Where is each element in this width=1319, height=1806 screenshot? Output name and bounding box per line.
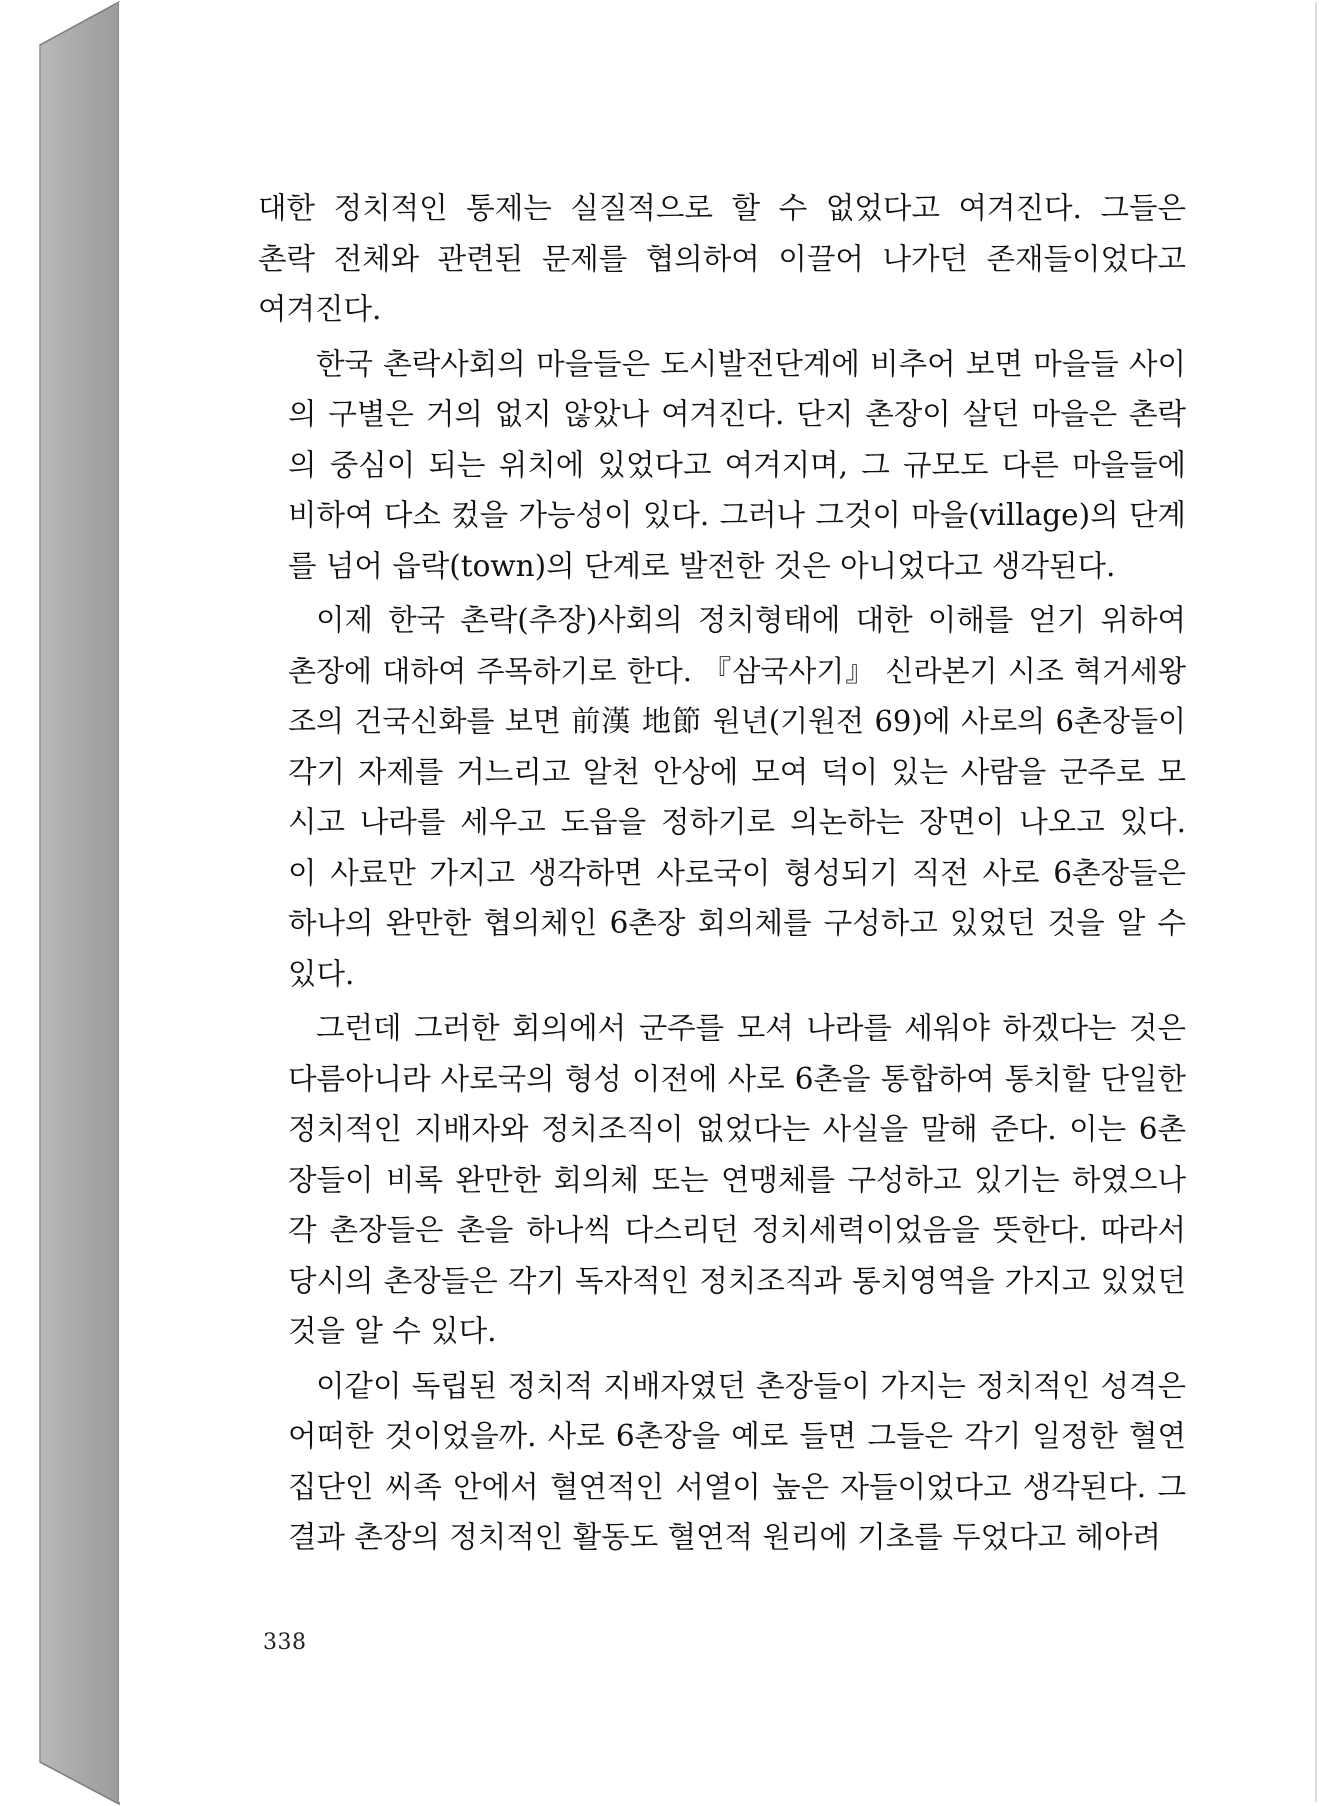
text-line: 것을 알 수 있다. [288,1314,497,1348]
text-line: 정치적인 지배자와 정치조직이 없었다는 사실을 말해 준다. 이는 6촌 [288,1112,1186,1146]
text-line: 이제 한국 촌락(추장)사회의 정치형태에 대한 이해를 얻기 위하여 [316,603,1186,637]
text-line: 촌락 전체와 관련된 문제를 협의하여 이끌어 나가던 존재들이었다고 [258,241,1186,276]
paragraph [258,183,1186,335]
paragraph [258,339,1186,592]
text-line: 그런데 그러한 회의에서 군주를 모셔 나라를 세워야 하겠다는 것은 [316,1011,1186,1045]
paragraph [258,595,1186,999]
text-line: 어떠한 것이었을까. 사로 6촌장을 예로 들면 그들은 각기 일정한 혈연 [288,1419,1186,1453]
text-line: 이같이 독립된 정치적 지배자였던 촌장들이 가지는 정치적인 성격은 [316,1368,1186,1403]
body-text [258,183,1186,1567]
text-line: 여겨진다. [258,292,382,326]
text-line: 장들이 비록 완만한 회의체 또는 연맹체를 구성하고 있기는 하였으나 [288,1162,1186,1197]
text-line: 한국 촌락사회의 마을들은 도시발전단계에 비추어 보면 마을들 사이 [316,346,1186,381]
text-line: 집단인 씨족 안에서 혈연적인 서열이 높은 자들이었다고 생각된다. 그 [288,1469,1186,1504]
text-line: 촌장에 대하여 주목하기로 한다. 『삼국사기』 신라본기 시조 혁거세왕 [288,653,1186,688]
text-line: 결과 촌장의 정치적인 활동도 혈연적 원리에 기초를 두었다고 헤아려 [288,1520,1161,1554]
text-line: 비하여 다소 컸을 가능성이 있다. 그러나 그것이 마을(village)의 단계 [288,498,1186,532]
text-line: 각 촌장들은 촌을 하나씩 다스리던 정치세력이었음을 뜻한다. 따라서 [288,1213,1186,1247]
text-line: 의 구별은 거의 없지 않았나 여겨진다. 단지 촌장이 살던 마을은 촌락 [288,397,1186,431]
text-line: 다름아니라 사로국의 형성 이전에 사로 6촌을 통합하여 통치할 단일한 [288,1061,1186,1096]
text-line: 대한 정치적인 통제는 실질적으로 할 수 없었다고 여겨진다. 그들은 [258,191,1186,225]
text-line: 이 사료만 가지고 생각하면 사로국이 형성되기 직전 사로 6촌장들은 [288,855,1186,890]
paragraph [258,1003,1186,1357]
text-line: 있다. [288,956,355,991]
text-line: 당시의 촌장들은 각기 독자적인 정치조직과 통치영역을 가지고 있었던 [288,1263,1186,1298]
text-line: 하나의 완만한 협의체인 6촌장 회의체를 구성하고 있었던 것을 알 수 [288,906,1186,940]
paragraph [258,1361,1186,1563]
text-line: 의 중심이 되는 위치에 있었다고 여겨지며, 그 규모도 다른 마을들에 [288,447,1186,482]
text-line: 조의 건국신화를 보면 前漢 地節 원년(기원전 69)에 사로의 6촌장들이 [288,704,1186,738]
text-line: 시고 나라를 세우고 도읍을 정하기로 의논하는 장면이 나오고 있다. [288,805,1186,839]
page-number: 338 [263,1630,307,1655]
text-line: 각기 자제를 거느리고 알천 안상에 모여 덕이 있는 사람을 군주로 모 [288,754,1186,789]
text-line: 를 넘어 읍락(town)의 단계로 발전한 것은 아니었다고 생각된다. [288,548,1116,583]
